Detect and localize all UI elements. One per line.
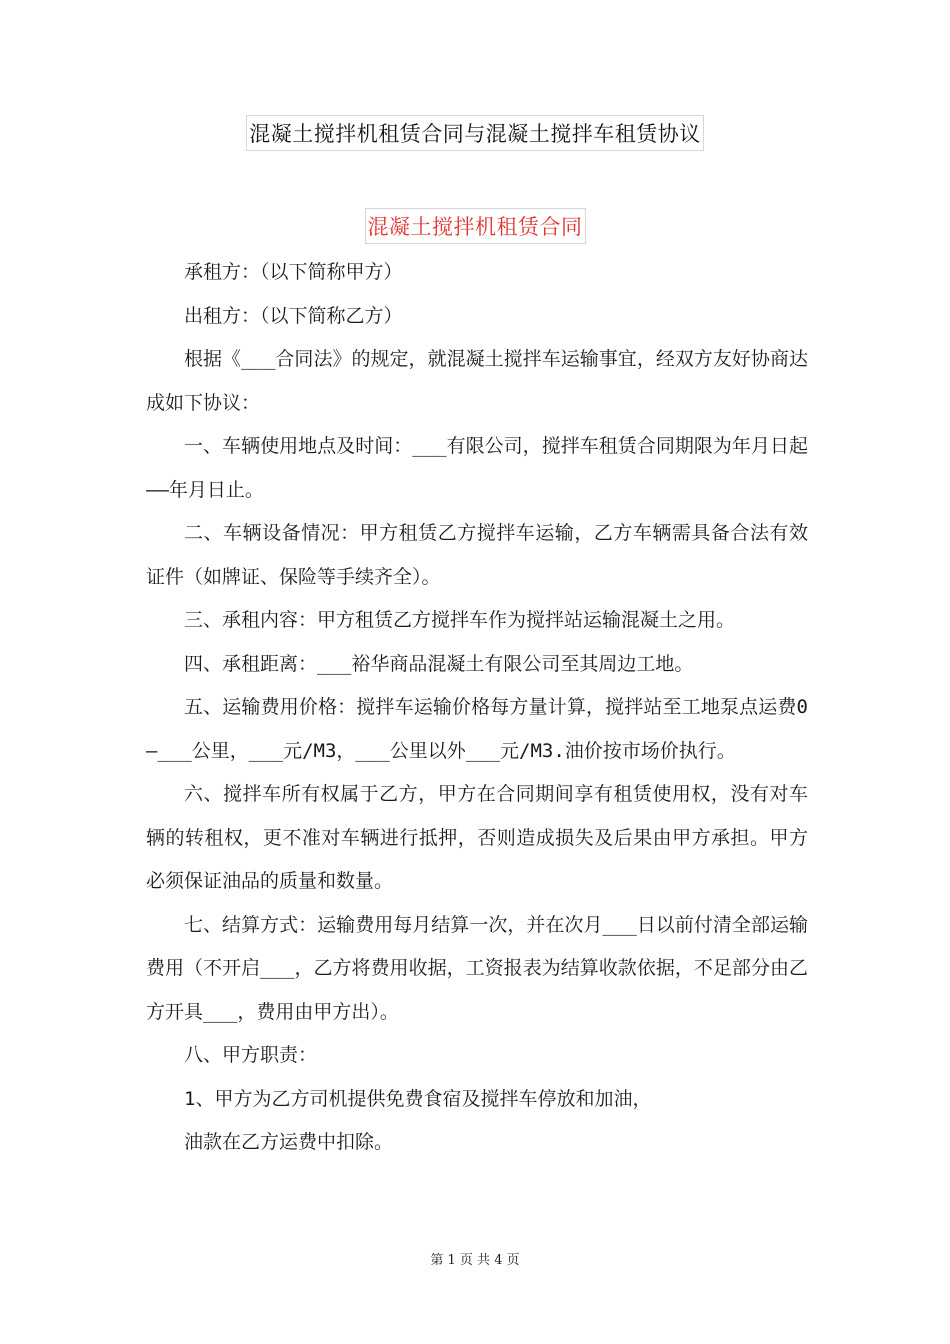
page-number: 第 1 页 共 4 页 — [430, 1253, 520, 1268]
document-title: 混凝土搅拌机租赁合同与混凝土搅拌车租赁协议 — [246, 115, 704, 151]
paragraph-clause-2: 二、车辆设备情况：甲方租赁乙方搅拌车运输，乙方车辆需具备合法有效证件（如牌证、保险等手续齐全）。 — [146, 522, 808, 588]
paragraph-clause-7: 七、结算方式：运输费用每月结算一次，并在次月___日以前付清全部运输费用（不开启___，乙方将费用收据，工资报表为结算收款依据，不足部分由乙方开具___，费用由甲方出）。 — [146, 913, 808, 1023]
paragraph-lessee: 承租方：（以下简称甲方） — [184, 261, 403, 283]
paragraph-clause-8-item-1: 1、甲方为乙方司机提供免费食宿及搅拌车停放和加油， — [184, 1087, 652, 1110]
paragraph-clause-6: 六、搅拌车所有权属于乙方，甲方在合同期间享有租赁使用权，没有对车辆的转租权，更不准对车辆进行抵押，否则造成损失及后果由甲方承担。甲方必须保证油品的质量和数量。 — [146, 783, 808, 892]
contract-body — [146, 251, 808, 1165]
paragraph-clause-8-heading: 八、甲方职责： — [184, 1044, 318, 1066]
paragraph-clause-3: 三、承租内容：甲方租赁乙方搅拌车作为搅拌站运输混凝土之用。 — [184, 609, 736, 631]
paragraph-clause-4: 四、承租距离：___裕华商品混凝土有限公司至其周边工地。 — [184, 652, 694, 675]
paragraph-clause-1: 一、车辆使用地点及时间：___有限公司，搅拌车租赁合同期限为年月日起——年月日止。 — [146, 435, 808, 501]
document-title-wrap — [0, 115, 950, 151]
paragraph-preamble: 根据《___合同法》的规定，就混凝土搅拌车运输事宜，经双方友好协商达成如下协议： — [146, 348, 808, 414]
paragraph-clause-8-item-1-cont: 油款在乙方运费中扣除。 — [184, 1131, 394, 1153]
paragraph-clause-5: 五、运输费用价格：搅拌车运输价格每方量计算，搅拌站至工地泵点运费0—___公里，___元/M3，___公里以外___元/M3.油价按市场价执行。 — [146, 696, 808, 762]
contract-subtitle: 混凝土搅拌机租赁合同 — [365, 208, 586, 244]
contract-subtitle-wrap — [0, 208, 950, 244]
paragraph-lessor: 出租方：（以下简称乙方） — [184, 304, 403, 327]
